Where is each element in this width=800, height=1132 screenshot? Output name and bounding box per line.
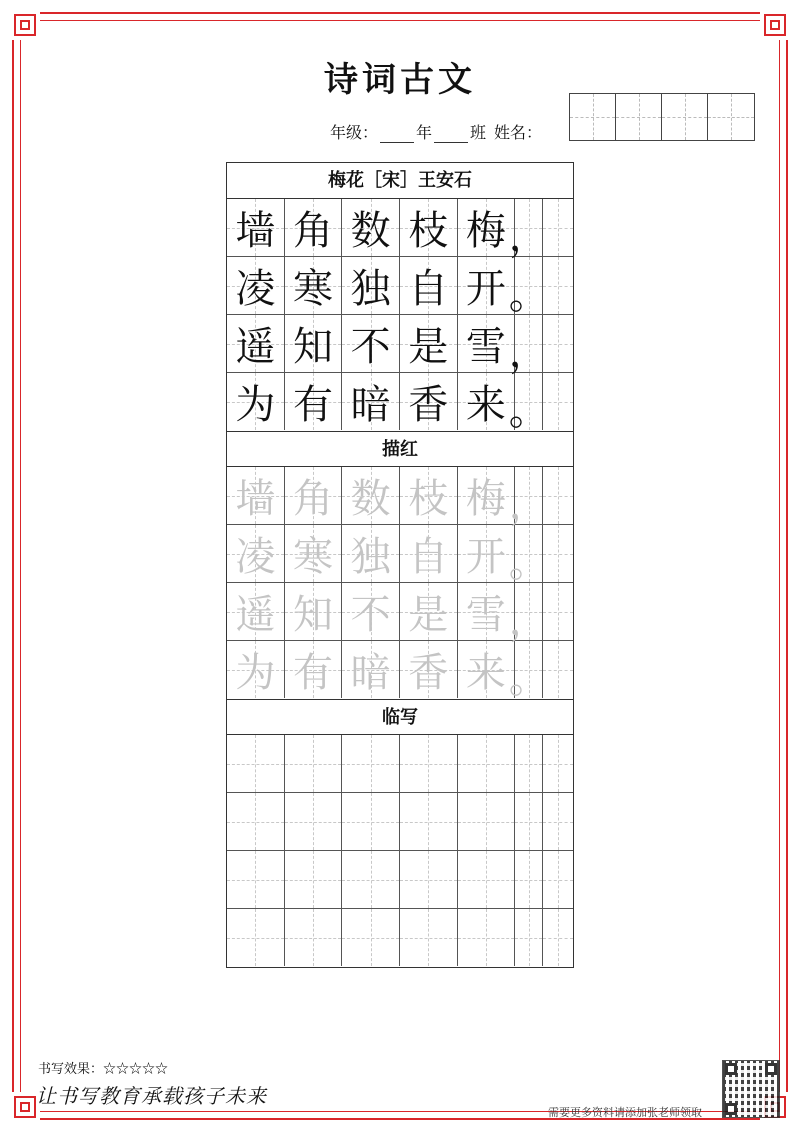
trace-character: 枝	[408, 476, 449, 522]
poem-character: 枝	[408, 208, 449, 254]
contact-note: 需要更多资料请添加张老师领取	[548, 1106, 702, 1119]
trace-character: ，	[508, 598, 549, 644]
trace-cell	[400, 641, 458, 698]
poem-character: 独	[350, 266, 391, 312]
poem-cell	[508, 315, 549, 376]
year-label: 年	[416, 123, 433, 142]
poem-character: 雪	[465, 324, 506, 370]
trace-character: 数	[350, 476, 391, 522]
copy-cell[interactable]	[458, 909, 516, 966]
copy-cell[interactable]	[342, 735, 400, 792]
copy-cell[interactable]	[400, 793, 458, 850]
copy-row[interactable]	[227, 909, 573, 967]
poem-cell	[400, 257, 458, 314]
poem-character: 遥	[235, 324, 276, 370]
poem-cell	[227, 373, 285, 430]
poem-grid	[227, 199, 573, 434]
trace-cell	[227, 641, 285, 698]
trace-character: 知	[292, 592, 333, 638]
trace-character: ，	[508, 482, 549, 528]
poem-cell	[508, 373, 549, 434]
poem-cell	[400, 373, 458, 430]
name-cell[interactable]	[570, 94, 616, 140]
trace-section-label: 描红	[227, 431, 573, 467]
copy-cell[interactable]	[342, 851, 400, 908]
trace-cell	[508, 525, 549, 586]
copy-cell[interactable]	[515, 851, 543, 908]
copy-cell[interactable]	[400, 851, 458, 908]
poem-sheet	[226, 162, 574, 968]
corner-ornament-top-left	[10, 10, 40, 40]
copy-cell[interactable]	[515, 735, 543, 792]
copy-cell[interactable]	[227, 851, 285, 908]
copy-cell[interactable]	[400, 909, 458, 966]
copy-row[interactable]	[227, 851, 573, 909]
motto-text: 让书写教育承载孩子未来	[36, 1084, 267, 1108]
poem-row	[227, 373, 573, 434]
name-cell[interactable]	[708, 94, 754, 140]
trace-cell	[285, 467, 343, 524]
poem-character: 有	[292, 382, 333, 428]
poem-cell	[227, 315, 285, 372]
trace-character: 凌	[235, 534, 276, 580]
poem-cell	[458, 199, 516, 256]
trace-character: 香	[408, 650, 449, 696]
trace-cell	[458, 641, 516, 698]
poem-row	[227, 199, 573, 260]
poem-cell	[342, 373, 400, 430]
name-cell[interactable]	[616, 94, 662, 140]
poem-character: ，	[508, 330, 549, 376]
copy-margin-cell	[543, 793, 573, 850]
trace-character: 不	[350, 592, 391, 638]
trace-cell	[400, 467, 458, 524]
trace-cell	[458, 583, 516, 640]
trace-cell	[342, 641, 400, 698]
poem-character: ，	[508, 214, 549, 260]
poem-character: 数	[350, 208, 391, 254]
trace-character: 自	[408, 534, 449, 580]
trace-character: 遥	[235, 592, 276, 638]
trace-cell	[342, 583, 400, 640]
trace-row	[227, 525, 573, 586]
rating-line	[38, 1058, 168, 1077]
trace-cell	[342, 525, 400, 582]
trace-cell	[285, 525, 343, 582]
poem-character: 。	[508, 272, 549, 318]
poem-cell	[285, 373, 343, 430]
trace-cell	[342, 467, 400, 524]
poem-character: 为	[235, 382, 276, 428]
copy-cell[interactable]	[458, 793, 516, 850]
poem-character: 凌	[235, 266, 276, 312]
class-label: 班	[470, 123, 487, 142]
copy-cell[interactable]	[285, 793, 343, 850]
name-grid[interactable]	[569, 93, 755, 141]
poem-cell	[285, 315, 343, 372]
poem-cell	[508, 257, 549, 318]
copy-section-label: 临写	[227, 699, 573, 735]
trace-cell	[508, 583, 549, 644]
trace-cell	[508, 467, 549, 528]
poem-character: 知	[292, 324, 333, 370]
name-cell[interactable]	[662, 94, 708, 140]
trace-cell	[400, 525, 458, 582]
poem-row	[227, 257, 573, 318]
poem-cell	[508, 199, 549, 260]
poem-character: 。	[508, 388, 549, 434]
trace-grid	[227, 467, 573, 702]
poem-character: 不	[350, 324, 391, 370]
poem-character: 梅	[465, 208, 506, 254]
copy-margin-cell	[543, 851, 573, 908]
name-label: 姓名：	[494, 123, 543, 142]
copy-cell[interactable]	[342, 793, 400, 850]
trace-cell	[227, 525, 285, 582]
copy-cell[interactable]	[515, 909, 543, 966]
trace-cell	[458, 467, 516, 524]
copy-margin-cell	[543, 909, 573, 966]
copy-row[interactable]	[227, 735, 573, 793]
poem-heading: 梅花［宋］王安石	[227, 163, 573, 199]
trace-row	[227, 467, 573, 528]
trace-cell	[400, 583, 458, 640]
poem-cell	[400, 199, 458, 256]
trace-cell	[285, 583, 343, 640]
trace-character: 梅	[465, 476, 506, 522]
trace-cell	[227, 583, 285, 640]
trace-row	[227, 583, 573, 644]
poem-character: 角	[292, 208, 333, 254]
poem-cell	[227, 257, 285, 314]
copy-grid[interactable]	[227, 735, 573, 967]
poem-cell	[342, 199, 400, 256]
trace-character: 是	[408, 592, 449, 638]
poem-cell	[227, 199, 285, 256]
grade-blank[interactable]	[380, 126, 414, 143]
trace-character: 。	[508, 656, 549, 702]
poem-character: 墙	[235, 208, 276, 254]
poem-character: 自	[408, 266, 449, 312]
copy-cell[interactable]	[285, 735, 343, 792]
copy-cell[interactable]	[400, 735, 458, 792]
trace-character: 墙	[235, 476, 276, 522]
copy-cell[interactable]	[342, 909, 400, 966]
rating-label: 书写效果：	[38, 1062, 104, 1077]
poem-cell	[285, 199, 343, 256]
copy-cell[interactable]	[458, 851, 516, 908]
rating-stars: ☆☆☆☆☆	[103, 1062, 169, 1077]
trace-cell	[508, 641, 549, 702]
poem-character: 开	[465, 266, 506, 312]
copy-row[interactable]	[227, 793, 573, 851]
copy-cell[interactable]	[227, 735, 285, 792]
poem-character: 是	[408, 324, 449, 370]
grade-label: 年级：	[330, 123, 379, 142]
copy-cell[interactable]	[227, 909, 285, 966]
poem-character: 来	[465, 382, 506, 428]
trace-character: 暗	[350, 650, 391, 696]
corner-ornament-top-right	[760, 10, 790, 40]
trace-character: 角	[292, 476, 333, 522]
poem-cell	[458, 315, 516, 372]
poem-character: 香	[408, 382, 449, 428]
trace-character: 有	[292, 650, 333, 696]
student-info-line	[330, 120, 542, 143]
copy-cell[interactable]	[515, 793, 543, 850]
copy-cell[interactable]	[458, 735, 516, 792]
class-blank[interactable]	[434, 126, 468, 143]
copy-cell[interactable]	[285, 909, 343, 966]
trace-row	[227, 641, 573, 702]
poem-character: 暗	[350, 382, 391, 428]
page-title: 诗词古文	[324, 60, 476, 100]
trace-character: 来	[465, 650, 506, 696]
poem-cell	[458, 257, 516, 314]
poem-cell	[342, 315, 400, 372]
poem-cell	[285, 257, 343, 314]
copy-cell[interactable]	[227, 793, 285, 850]
trace-character: 开	[465, 534, 506, 580]
poem-character: 寒	[292, 266, 333, 312]
qr-code-icon	[722, 1060, 780, 1118]
poem-cell	[342, 257, 400, 314]
trace-character: 。	[508, 540, 549, 586]
trace-cell	[285, 641, 343, 698]
trace-character: 寒	[292, 534, 333, 580]
trace-character: 独	[350, 534, 391, 580]
copy-margin-cell	[543, 735, 573, 792]
poem-cell	[400, 315, 458, 372]
trace-cell	[227, 467, 285, 524]
trace-cell	[458, 525, 516, 582]
trace-character: 为	[235, 650, 276, 696]
poem-row	[227, 315, 573, 376]
poem-cell	[458, 373, 516, 430]
copy-cell[interactable]	[285, 851, 343, 908]
trace-character: 雪	[465, 592, 506, 638]
